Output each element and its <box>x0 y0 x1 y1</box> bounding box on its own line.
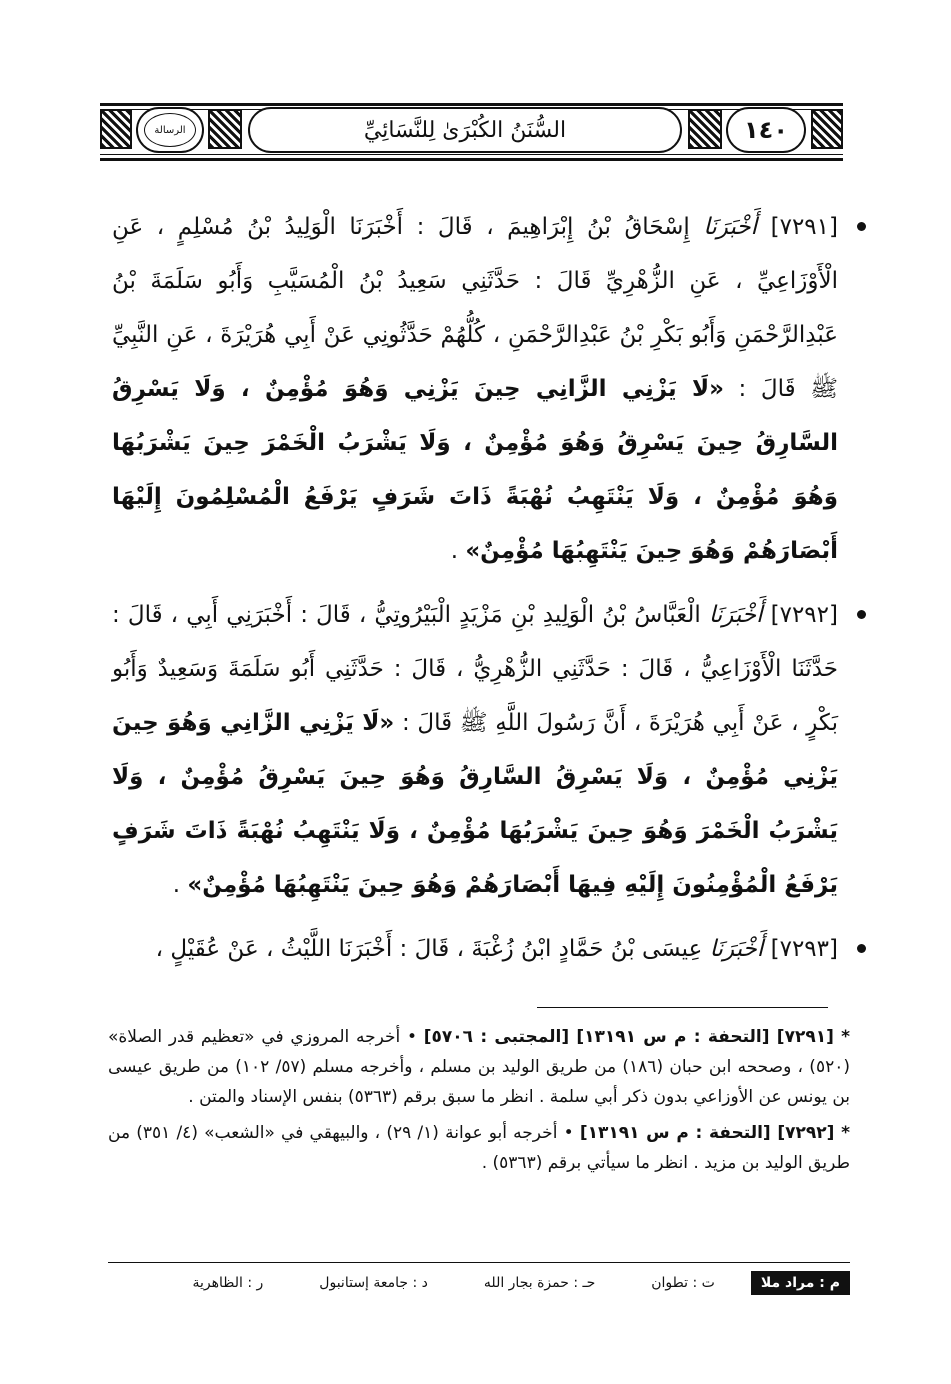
hadith-matn: «لَا يَزْنِي الزَّانِي حِينَ يَزْنِي وَهُوَ مُؤْمِنٌ ، وَلَا يَسْرِقُ السَّارِقُ حِينَ يَسْرِقُ وَهُوَ مُؤْمِنٌ ، وَلَا يَشْرَبُ الْخَمْرَ حِينَ يَشْرَبُهَا وَهُوَ مُؤْمِنٌ ، وَلَا يَنْتَهِبُ نُهْبَةً ذَاتَ شَرَفٍ يَرْفَعُ الْمُسْلِمُونَ إِلَيْهَا أَبْصَارَهُمْ وَهُوَ حِينَ يَنْتَهِبُهَا مُؤْمِنٌ» <box>112 376 838 564</box>
footnote <box>108 1118 850 1178</box>
ornament-knot <box>208 109 242 149</box>
hadith-paragraph <box>112 200 838 578</box>
footer-rule <box>108 1262 850 1263</box>
hadith-transmission-term: أَخْبَرَنَا <box>709 936 764 962</box>
footnote-divider <box>537 1007 828 1008</box>
bullet-icon <box>857 222 866 231</box>
hadith-transmission-term: أَخْبَرَنَا <box>703 214 758 240</box>
footnote-body: • أخرجه أبو عوانة (١/ ٢٩) ، والبيهقي في «الشعب» (٤/ ٣٥١) من طريق الوليد بن مزيد . انظر ما سيأتي برقم (٥٣٦٣) . <box>108 1123 850 1173</box>
footnote <box>108 1022 850 1112</box>
footnote-head: * [٧٢٩٢] [التحفة : م س ١٣١٩١] <box>579 1123 851 1143</box>
manuscript-key <box>108 1268 850 1298</box>
book-title: السُّنَنُ الكُبْرَىٰ لِلنَّسَائِيِّ <box>363 117 567 143</box>
footnote-head: * [٧٢٩١] [التحفة : م س ١٣١٩١] [المجتبى : ٥٧٠٦] <box>423 1027 851 1047</box>
ornament-knot <box>811 109 843 149</box>
hadith-isnad: عِيسَى بْنُ حَمَّادٍ ابْنُ زُغْبَةَ ، قَالَ : أَخْبَرَنَا اللَّيْثُ ، عَنْ عُقَيْلٍ ، <box>155 936 703 962</box>
hadith-number: [٧٢٩٣] <box>770 936 838 962</box>
main-text <box>112 200 838 986</box>
footnote-body: • أخرجه المروزي في «تعظيم قدر الصلاة» (٥٢٠) ، وصححه ابن حبان (١٨٦) من طريق الوليد بن مسلم ، وأخرجه مسلم (٥٧/ ١٠٢) من طريق عيسى بن يونس عن الأوزاعي بدون ذكر أبي سلمة . انظر ما سبق برقم (٥٣٦٣) بنفس الإسناد والمتن . <box>108 1027 850 1107</box>
publisher-logo-text: الرسالة <box>154 124 186 136</box>
publisher-logo <box>144 113 196 147</box>
hadith-isnad: الْعَبَّاسُ بْنُ الْوَلِيدِ بْنِ مَزْيَدٍ الْبَيْرُوتِيُّ ، قَالَ : أَخْبَرَنِي أَبِي ، قَالَ : حَدَّثَنَا الْأَوْزَاعِيُّ ، قَالَ : حَدَّثَنِي الزُّهْرِيُّ ، قَالَ : حَدَّثَنِي أَبُو سَلَمَةَ وَسَعِيدٌ وَأَبُو بَكْرٍ ، عَنْ أَبِي هُرَيْرَةَ ، أَنَّ رَسُولَ اللَّهِ ﷺ قَالَ : <box>112 602 838 736</box>
page-number-cartouche <box>726 107 806 153</box>
bullet-icon <box>857 610 866 619</box>
manuscript-siglum-m: م : مراد ملا <box>751 1271 850 1295</box>
hadith-matn: «لَا يَزْنِي الزَّانِي وَهُوَ حِينَ يَزْنِي مُؤْمِنٌ ، وَلَا يَسْرِقُ السَّارِقُ وَهُوَ حِينَ يَسْرِقُ مُؤْمِنٌ ، وَلَا يَشْرَبُ الْخَمْرَ وَهُوَ حِينَ يَشْرَبُهَا مُؤْمِنٌ ، وَلَا يَنْتَهِبُ نُهْبَةً ذَاتَ شَرَفٍ يَرْفَعُ الْمُؤْمِنُونَ إِلَيْهِ فِيهَا أَبْصَارَهُمْ وَهُوَ حِينَ يَنْتَهِبُهَا مُؤْمِنٌ» <box>112 710 838 898</box>
manuscript-siglum-r: ر : الظاهرية <box>192 1275 264 1291</box>
hadith-paragraph <box>112 588 838 912</box>
hadith-number: [٧٢٩١] <box>770 214 838 240</box>
publisher-logo-cartouche <box>136 107 204 153</box>
bullet-icon <box>857 944 866 953</box>
page-number: ١٤٠ <box>744 116 788 144</box>
manuscript-siglum-h: حـ : حمزة بجار الله <box>483 1275 596 1291</box>
footnotes <box>108 1022 850 1184</box>
hadith-tail: . <box>450 538 459 564</box>
manuscript-siglum-t: ت : تطوان <box>651 1275 715 1291</box>
hadith-transmission-term: أَخْبَرَنَا <box>708 602 763 628</box>
title-cartouche <box>248 107 682 153</box>
page-header <box>100 103 843 161</box>
manuscript-siglum-d: د : جامعة إستانبول <box>319 1275 428 1291</box>
hadith-isnad: إِسْحَاقُ بْنُ إِبْرَاهِيمَ ، قَالَ : أَخْبَرَنَا الْوَلِيدُ بْنُ مُسْلِمٍ ، عَنِ الْأَوْزَاعِيِّ ، عَنِ الزُّهْرِيِّ قَالَ : حَدَّثَنِي سَعِيدُ بْنُ الْمُسَيَّبِ وَأَبُو سَلَمَةَ بْنُ عَبْدِالرَّحْمَنِ وَأَبُو بَكْرِ بْنُ عَبْدِالرَّحْمَنِ ، كُلُّهُمْ حَدَّثُونِي عَنْ أَبِي هُرَيْرَةَ ، عَنِ النَّبِيِّ ﷺ قَالَ : <box>112 214 838 402</box>
hadith-paragraph <box>112 922 838 976</box>
hadith-tail: . <box>172 872 181 898</box>
ornament-knot <box>688 109 722 149</box>
ornament-knot <box>100 109 132 149</box>
hadith-number: [٧٢٩٢] <box>770 602 838 628</box>
